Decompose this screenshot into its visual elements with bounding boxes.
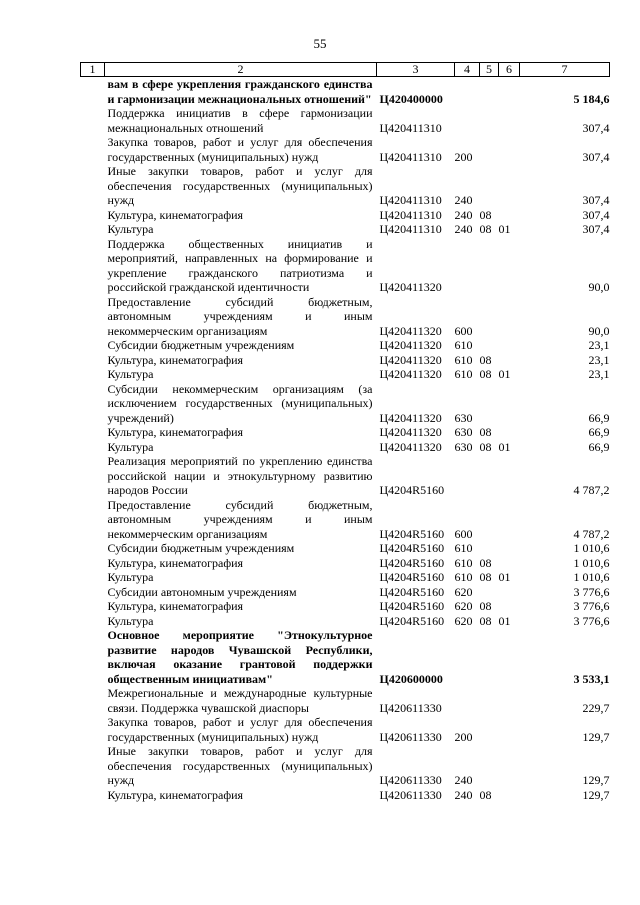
row-number-cell xyxy=(81,715,105,744)
row-pr xyxy=(499,106,520,135)
row-rz xyxy=(480,237,499,295)
table-row xyxy=(81,556,610,571)
row-number-cell xyxy=(81,498,105,542)
row-vr xyxy=(455,106,480,135)
row-name: Культура xyxy=(107,222,154,236)
row-vr: 630 xyxy=(454,425,473,439)
row-amount: 307,4 xyxy=(582,207,610,222)
row-vr xyxy=(455,628,480,686)
row-number-cell xyxy=(81,628,105,686)
row-code: Ц420411310 xyxy=(379,120,442,135)
row-vr: 200 xyxy=(454,149,473,164)
row-number-cell xyxy=(81,237,105,295)
row-rz xyxy=(480,744,499,788)
row-amount: 307,4 xyxy=(582,222,610,236)
row-code: Ц420411310 xyxy=(379,222,442,236)
row-pr xyxy=(499,541,520,556)
row-vr: 240 xyxy=(454,773,473,787)
row-rz: 08 xyxy=(479,439,492,454)
row-rz xyxy=(480,498,499,542)
page-number: 55 xyxy=(313,36,327,51)
table-row xyxy=(81,454,610,498)
row-vr: 630 xyxy=(454,439,473,454)
row-rz xyxy=(480,295,499,339)
row-pr xyxy=(499,744,520,788)
row-name: Реализация мероприятий по укреплению единства российской нации и этнокультурному развитию народов России xyxy=(107,454,373,497)
row-code: Ц4204R5160 xyxy=(379,584,445,599)
row-amount: 5 184,6 xyxy=(573,91,610,106)
table-row xyxy=(81,585,610,600)
header-col-7: 7 xyxy=(520,63,610,77)
row-number-cell xyxy=(81,744,105,788)
row-code: Ц420411320 xyxy=(379,280,442,294)
row-code: Ц4204R5160 xyxy=(379,613,445,628)
row-number-cell xyxy=(81,382,105,426)
row-pr: 01 xyxy=(498,367,511,381)
row-pr xyxy=(499,715,520,744)
row-number-cell xyxy=(81,541,105,556)
row-vr: 620 xyxy=(454,599,473,613)
row-vr: 240 xyxy=(454,222,473,236)
row-amount: 229,7 xyxy=(582,700,610,715)
row-vr xyxy=(455,237,480,295)
row-amount: 307,4 xyxy=(582,120,610,135)
row-pr xyxy=(499,454,520,498)
row-name: Культура, кинематография xyxy=(107,787,244,802)
row-code: Ц420411310 xyxy=(379,149,442,164)
row-name: вам в сфере укрепления гражданского единства и гармонизации межнациональных отношений" xyxy=(107,77,373,106)
row-rz: 08 xyxy=(479,367,492,381)
row-pr xyxy=(499,295,520,339)
row-rz xyxy=(480,585,499,600)
row-amount: 23,1 xyxy=(588,338,610,352)
row-name: Предоставление субсидий бюджетным, автономным учреждениям и иным некоммерческим организациям xyxy=(107,294,373,338)
row-pr xyxy=(499,353,520,368)
row-name: Культура xyxy=(107,439,154,454)
row-code: Ц420411320 xyxy=(379,352,442,367)
row-amount: 3 776,6 xyxy=(573,584,610,599)
row-number-cell xyxy=(81,425,105,440)
row-pr xyxy=(499,686,520,715)
row-name: Иные закупки товаров, работ и услуг для обеспечения государственных (муниципальных) нужд xyxy=(107,744,373,787)
row-amount: 23,1 xyxy=(588,352,610,367)
row-vr: 240 xyxy=(454,193,473,207)
row-vr: 610 xyxy=(454,570,473,584)
row-vr: 600 xyxy=(454,323,473,338)
row-vr: 240 xyxy=(454,787,473,802)
row-amount: 307,4 xyxy=(582,149,610,164)
row-number-cell xyxy=(81,585,105,600)
row-amount: 129,7 xyxy=(582,773,610,787)
header-col-5: 5 xyxy=(480,63,499,77)
row-vr: 600 xyxy=(454,526,473,541)
table-row xyxy=(81,498,610,542)
row-code: Ц4204R5160 xyxy=(379,483,445,497)
header-col-6: 6 xyxy=(499,63,520,77)
row-code: Ц4204R5160 xyxy=(379,541,445,555)
row-number-cell xyxy=(81,164,105,208)
row-pr xyxy=(499,498,520,542)
header-row xyxy=(81,63,610,77)
row-amount: 3 533,1 xyxy=(573,671,610,686)
table-row xyxy=(81,541,610,556)
row-name: Культура xyxy=(107,570,154,584)
row-pr xyxy=(499,585,520,600)
table-row xyxy=(81,367,610,382)
row-rz xyxy=(480,686,499,715)
table-row xyxy=(81,440,610,455)
table-row xyxy=(81,208,610,223)
row-name: Культура xyxy=(107,367,154,381)
row-rz: 08 xyxy=(479,207,492,222)
row-rz xyxy=(480,541,499,556)
row-code: Ц4204R5160 xyxy=(379,555,445,570)
row-amount: 66,9 xyxy=(588,425,610,439)
row-number-cell xyxy=(81,353,105,368)
row-amount: 1 010,6 xyxy=(573,541,610,555)
row-vr: 610 xyxy=(454,352,473,367)
row-name: Субсидии автономным учреждениям xyxy=(107,584,297,599)
row-vr xyxy=(455,77,480,107)
table-row xyxy=(81,715,610,744)
row-code: Ц4204R5160 xyxy=(379,599,445,613)
row-name: Закупка товаров, работ и услуг для обеспечения государственных (муниципальных) нужд xyxy=(107,715,373,744)
row-number-cell xyxy=(81,367,105,382)
row-number-cell xyxy=(81,788,105,803)
table-row xyxy=(81,222,610,237)
row-pr xyxy=(499,425,520,440)
row-name: Закупка товаров, работ и услуг для обеспечения государственных (муниципальных) нужд xyxy=(107,135,373,164)
row-rz: 08 xyxy=(479,570,492,584)
row-vr: 630 xyxy=(454,410,473,425)
row-amount: 129,7 xyxy=(582,729,610,744)
row-name: Культура xyxy=(107,613,154,628)
header-col-3: 3 xyxy=(377,63,455,77)
row-name: Субсидии бюджетным учреждениям xyxy=(107,541,295,555)
row-amount: 3 776,6 xyxy=(573,613,610,628)
row-code: Ц420411320 xyxy=(379,338,442,352)
row-rz xyxy=(480,628,499,686)
row-number-cell xyxy=(81,440,105,455)
row-pr xyxy=(499,788,520,803)
row-vr: 200 xyxy=(454,729,473,744)
row-code: Ц420411320 xyxy=(379,367,442,381)
row-code: Ц420411310 xyxy=(379,207,442,222)
row-code: Ц420411320 xyxy=(379,425,442,439)
row-number-cell xyxy=(81,77,105,107)
row-pr: 01 xyxy=(498,439,511,454)
row-code: Ц420611330 xyxy=(379,773,442,787)
row-amount: 1 010,6 xyxy=(573,555,610,570)
row-vr: 610 xyxy=(454,541,473,555)
row-rz: 08 xyxy=(479,599,492,613)
row-rz: 08 xyxy=(479,352,492,367)
row-amount: 23,1 xyxy=(588,367,610,381)
row-name: Поддержка инициатив в сфере гармонизации межнациональных отношений xyxy=(107,106,373,135)
row-number-cell xyxy=(81,106,105,135)
row-amount: 3 776,6 xyxy=(573,599,610,613)
row-rz xyxy=(480,135,499,164)
row-pr xyxy=(499,208,520,223)
row-vr: 620 xyxy=(454,584,473,599)
row-number-cell xyxy=(81,222,105,237)
row-pr: 01 xyxy=(498,613,511,628)
row-rz xyxy=(480,164,499,208)
row-pr xyxy=(499,135,520,164)
table-row xyxy=(81,295,610,339)
row-code: Ц420411320 xyxy=(379,439,442,454)
row-name: Предоставление субсидий бюджетным, автономным учреждениям и иным некоммерческим организациям xyxy=(107,497,373,541)
row-rz: 08 xyxy=(479,425,492,439)
row-pr xyxy=(499,77,520,107)
row-rz xyxy=(480,106,499,135)
row-code: Ц420611330 xyxy=(379,700,442,715)
row-name: Субсидии бюджетным учреждениям xyxy=(107,338,295,352)
header-col-4: 4 xyxy=(455,63,480,77)
row-amount: 307,4 xyxy=(582,193,610,207)
row-rz xyxy=(480,715,499,744)
table-row xyxy=(81,77,610,107)
row-pr xyxy=(499,237,520,295)
table-row xyxy=(81,425,610,440)
row-name: Поддержка общественных инициатив и мероприятий, направленных на формирование и укрепление гражданского патриотизма и российской гражданской идентичности xyxy=(107,236,373,294)
row-amount: 66,9 xyxy=(588,410,610,425)
row-name: Межрегиональные и международные культурные связи. Поддержка чувашской диаспоры xyxy=(107,686,373,715)
row-pr xyxy=(499,338,520,353)
row-code: Ц420411320 xyxy=(379,410,442,425)
row-vr: 240 xyxy=(454,207,473,222)
table-row xyxy=(81,614,610,629)
row-rz xyxy=(480,338,499,353)
table-row xyxy=(81,599,610,614)
row-vr: 620 xyxy=(454,613,473,628)
row-name: Культура, кинематография xyxy=(107,425,244,439)
row-number-cell xyxy=(81,295,105,339)
table-row xyxy=(81,135,610,164)
row-pr: 01 xyxy=(498,570,511,584)
table-row xyxy=(81,382,610,426)
row-pr xyxy=(499,628,520,686)
row-number-cell xyxy=(81,570,105,585)
row-rz: 08 xyxy=(479,555,492,570)
table-row xyxy=(81,338,610,353)
header-col-2: 2 xyxy=(105,63,377,77)
row-code: Ц4204R5160 xyxy=(379,526,445,541)
row-number-cell xyxy=(81,556,105,571)
table-row xyxy=(81,686,610,715)
table-row xyxy=(81,106,610,135)
row-pr xyxy=(499,164,520,208)
row-rz: 08 xyxy=(479,787,492,802)
row-amount: 90,0 xyxy=(588,280,610,294)
row-rz xyxy=(480,77,499,107)
table-row xyxy=(81,744,610,788)
row-name: Субсидии некоммерческим организациям (за исключением государственных (муниципальных) учреждений) xyxy=(107,381,373,425)
row-pr xyxy=(499,556,520,571)
table-row xyxy=(81,628,610,686)
table-row xyxy=(81,353,610,368)
table-row xyxy=(81,164,610,208)
row-rz xyxy=(480,382,499,426)
row-code: Ц420400000 xyxy=(379,91,443,106)
row-number-cell xyxy=(81,135,105,164)
row-name: Культура, кинематография xyxy=(107,599,244,613)
row-amount: 4 787,2 xyxy=(573,483,610,497)
row-name: Культура, кинематография xyxy=(107,352,244,367)
row-amount: 66,9 xyxy=(588,439,610,454)
row-vr xyxy=(455,454,480,498)
budget-table xyxy=(80,62,610,802)
row-amount: 129,7 xyxy=(582,787,610,802)
table-body xyxy=(81,77,610,803)
table-row xyxy=(81,788,610,803)
row-code: Ц420411320 xyxy=(379,323,442,338)
row-name: Основное мероприятие "Этнокультурное развитие народов Чувашской Республики, включая оказание грантовой поддержки общественным инициативам" xyxy=(107,628,373,686)
row-number-cell xyxy=(81,599,105,614)
row-pr xyxy=(499,599,520,614)
row-code: Ц420411310 xyxy=(379,193,442,207)
row-number-cell xyxy=(81,454,105,498)
table-row xyxy=(81,570,610,585)
row-code: Ц420611330 xyxy=(379,787,442,802)
row-name: Иные закупки товаров, работ и услуг для обеспечения государственных (муниципальных) нужд xyxy=(107,164,373,207)
row-vr: 610 xyxy=(454,555,473,570)
row-code: Ц4204R5160 xyxy=(379,570,445,584)
row-vr: 610 xyxy=(454,338,473,352)
row-vr: 610 xyxy=(454,367,473,381)
row-rz: 08 xyxy=(479,222,492,236)
row-amount: 1 010,6 xyxy=(573,570,610,584)
table-row xyxy=(81,237,610,295)
row-vr xyxy=(455,686,480,715)
row-amount: 4 787,2 xyxy=(573,526,610,541)
row-amount: 90,0 xyxy=(588,323,610,338)
row-number-cell xyxy=(81,338,105,353)
row-number-cell xyxy=(81,614,105,629)
row-pr xyxy=(499,382,520,426)
row-name: Культура, кинематография xyxy=(107,207,244,222)
row-code: Ц420600000 xyxy=(379,671,443,686)
row-rz: 08 xyxy=(479,613,492,628)
row-pr: 01 xyxy=(498,222,511,236)
row-code: Ц420611330 xyxy=(379,729,442,744)
row-number-cell xyxy=(81,686,105,715)
row-rz xyxy=(480,454,499,498)
row-number-cell xyxy=(81,208,105,223)
header-col-1: 1 xyxy=(81,63,105,77)
row-name: Культура, кинематография xyxy=(107,555,244,570)
